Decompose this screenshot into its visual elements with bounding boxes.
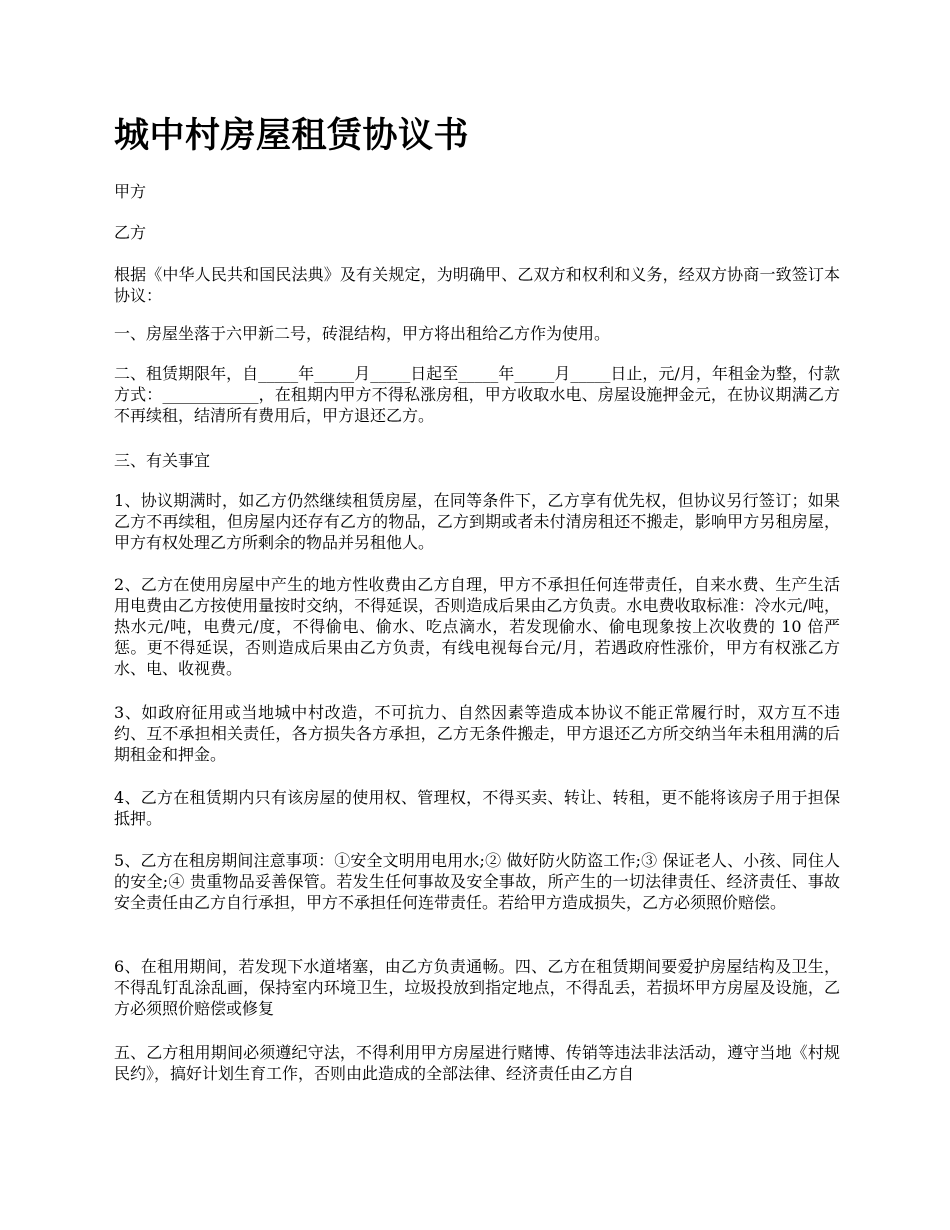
section-3-heading: 三、有关事宜 bbox=[114, 451, 211, 470]
clause-5-paragraph: 5、乙方在租房期间注意事项：①安全文明用电用水;② 做好防火防盗工作;③ 保证老人、小孩、同住人的安全;④ 贵重物品妥善保管。若发生任何事故及安全事故，所产生的一切法律责任、经济责任、事故安全责任由乙方自行承担，甲方不承担任何连带责任。若给甲方造成损失，乙方必须照价赔偿。 bbox=[114, 851, 840, 912]
section-2-paragraph: 二、租赁期限年，自_____年_____月_____日起至_____年_____月_____日止，元/月，年租金为整，付款方式：____________，在租期内甲方不得私涨房租，甲方收取水电、房屋设施押金元，在协议期满乙方不再续租，结清所有费用后，甲方退还乙方。 bbox=[114, 364, 840, 425]
clause-2-paragraph: 2、乙方在使用房屋中产生的地方性收费由乙方自理，甲方不承担任何连带责任，自来水费、生产生活用电费由乙方按使用量按时交纳，不得延误，否则造成后果由乙方负责。水电费收取标准：冷水元/吨，热水元/吨，电费元/度，不得偷电、偷水、吃点滴水，若发现偷水、偷电现象按上次收费的 10 倍严惩。更不得延误，否则造成后果由乙方负责，有线电视每台元/月，若遇政府性涨价，甲方有权涨乙方水、电、收视费。 bbox=[114, 575, 840, 678]
clause-3-paragraph: 3、如政府征用或当地城中村改造，不可抗力、自然因素等造成本协议不能正常履行时，双方互不违约、互不承担相关责任，各方损失各方承担，乙方无条件搬走，甲方退还乙方所交纳当年未租用满的后期租金和押金。 bbox=[114, 703, 840, 764]
party-a-line: 甲方 bbox=[114, 182, 147, 201]
preamble-paragraph: 根据《中华人民共和国民法典》及有关规定，为明确甲、乙双方和权利和义务，经双方协商一致签订本协议： bbox=[114, 265, 840, 305]
clause-1-paragraph: 1、协议期满时，如乙方仍然继续租赁房屋，在同等条件下，乙方享有优先权，但协议另行签订；如果乙方不再续租，但房屋内还存有乙方的物品，乙方到期或者未付清房租还不搬走，影响甲方另租房屋，甲方有权处理乙方所剩余的物品并另租他人。 bbox=[114, 491, 840, 552]
clause-6-paragraph: 6、在租用期间，若发现下水道堵塞，由乙方负责通畅。四、乙方在租赁期间要爱护房屋结构及卫生，不得乱钉乱涂乱画，保持室内环境卫生，垃圾投放到指定地点，不得乱丢，若损坏甲方房屋及设施，乙方必须照价赔偿或修复 bbox=[114, 957, 840, 1018]
party-b-line: 乙方 bbox=[114, 223, 147, 242]
section-1-paragraph: 一、房屋坐落于六甲新二号，砖混结构，甲方将出租给乙方作为使用。 bbox=[114, 324, 611, 343]
clause-4-paragraph: 4、乙方在租赁期内只有该房屋的使用权、管理权，不得买卖、转让、转租，更不能将该房子用于担保抵押。 bbox=[114, 788, 840, 828]
section-5-paragraph: 五、乙方租用期间必须遵纪守法，不得利用甲方房屋进行赌博、传销等违法非法活动，遵守当地《村规民约》，搞好计划生育工作，否则由此造成的全部法律、经济责任由乙方自 bbox=[114, 1043, 840, 1083]
document-title: 城中村房屋租赁协议书 bbox=[114, 116, 470, 156]
